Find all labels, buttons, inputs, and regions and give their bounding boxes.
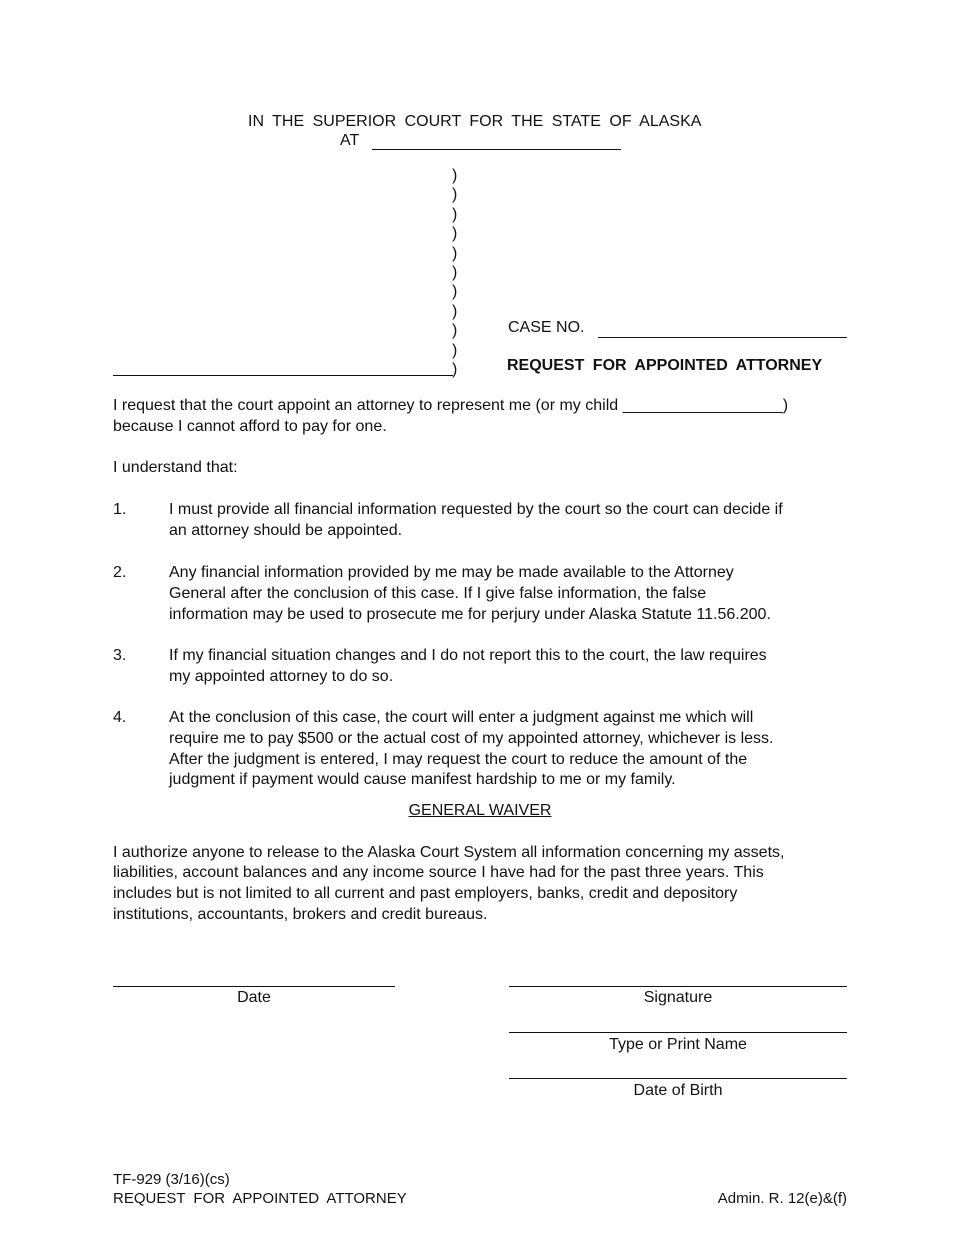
party-name-field[interactable] (113, 375, 453, 376)
caption-paren: ) (452, 322, 458, 340)
item-text-line: information may be used to prosecute me for perjury under Alaska Statute 11.56.200. (169, 605, 771, 623)
item-text-line: General after the conclusion of this case. If I give false information, the false (169, 584, 707, 602)
waiver-line: institutions, accountants, brokers and credit bureaus. (113, 906, 488, 923)
item-number: 3. (113, 647, 127, 664)
signature-field[interactable] (509, 986, 847, 987)
waiver-line: liabilities, account balances and any income source I have had for the past three years. This (113, 864, 764, 881)
item-text-line: require me to pay $500 or the actual cost of my appointed attorney, whichever is less. (169, 729, 774, 747)
dob-field[interactable] (509, 1078, 847, 1079)
item-text-line: After the judgment is entered, I may request the court to reduce the amount of the (169, 750, 748, 768)
court-title: IN THE SUPERIOR COURT FOR THE STATE OF ALASKA (248, 113, 702, 130)
caption-paren: ) (452, 186, 458, 204)
waiver-line: I authorize anyone to release to the Alaska Court System all information concerning my assets, (113, 844, 785, 861)
caption-paren: ) (452, 361, 458, 378)
understand-label: I understand that: (113, 459, 238, 476)
date-field[interactable] (113, 986, 395, 987)
signature-label: Signature (643, 989, 713, 1006)
date-label: Date (237, 989, 271, 1006)
case-no-label: CASE NO. (508, 319, 585, 336)
case-no-field[interactable] (598, 337, 847, 338)
footer-rule: Admin. R. 12(e)&(f) (717, 1190, 847, 1207)
item-text-line: my appointed attorney to do so. (169, 667, 394, 685)
waiver-heading: GENERAL WAIVER (408, 802, 552, 819)
intro-line: I request that the court appoint an attorney to represent me (or my child __________________) (113, 397, 789, 414)
waiver-line: includes but is not limited to all current and past employers, banks, credit and depository (113, 885, 738, 902)
caption-paren: ) (452, 167, 458, 184)
caption-paren: ) (452, 302, 458, 320)
at-label: AT (340, 132, 360, 149)
item-number: 2. (113, 564, 127, 581)
form-title: REQUEST FOR APPOINTED ATTORNEY (507, 357, 823, 374)
form-code: TF-929 (3/16)(cs) (113, 1171, 230, 1188)
dob-label: Date of Birth (633, 1082, 723, 1099)
print-name-field[interactable] (509, 1032, 847, 1033)
item-number: 1. (113, 501, 127, 518)
footer-form-name: REQUEST FOR APPOINTED ATTORNEY (113, 1190, 407, 1207)
item-text-line: If my financial situation changes and I do not report this to the court, the law requires (169, 647, 767, 664)
item-text-line: I must provide all financial information requested by the court so the court can decide if (169, 501, 783, 518)
item-text-line: At the conclusion of this case, the court will enter a judgment against me which will (169, 709, 754, 726)
caption-paren: ) (452, 244, 458, 262)
item-number: 4. (113, 709, 127, 726)
caption-paren: ) (452, 341, 458, 359)
intro-line: because I cannot afford to pay for one. (113, 418, 387, 435)
caption-paren: ) (452, 225, 458, 243)
caption-paren: ) (452, 205, 458, 223)
item-text-line: an attorney should be appointed. (169, 521, 403, 539)
court-location-field[interactable] (372, 149, 621, 150)
item-text-line: Any financial information provided by me may be made available to the Attorney (169, 564, 734, 581)
print-name-label: Type or Print Name (609, 1036, 747, 1053)
caption-paren: ) (452, 283, 458, 301)
caption-paren: ) (452, 264, 458, 281)
item-text-line: judgment if payment would cause manifest hardship to me or my family. (169, 771, 676, 789)
